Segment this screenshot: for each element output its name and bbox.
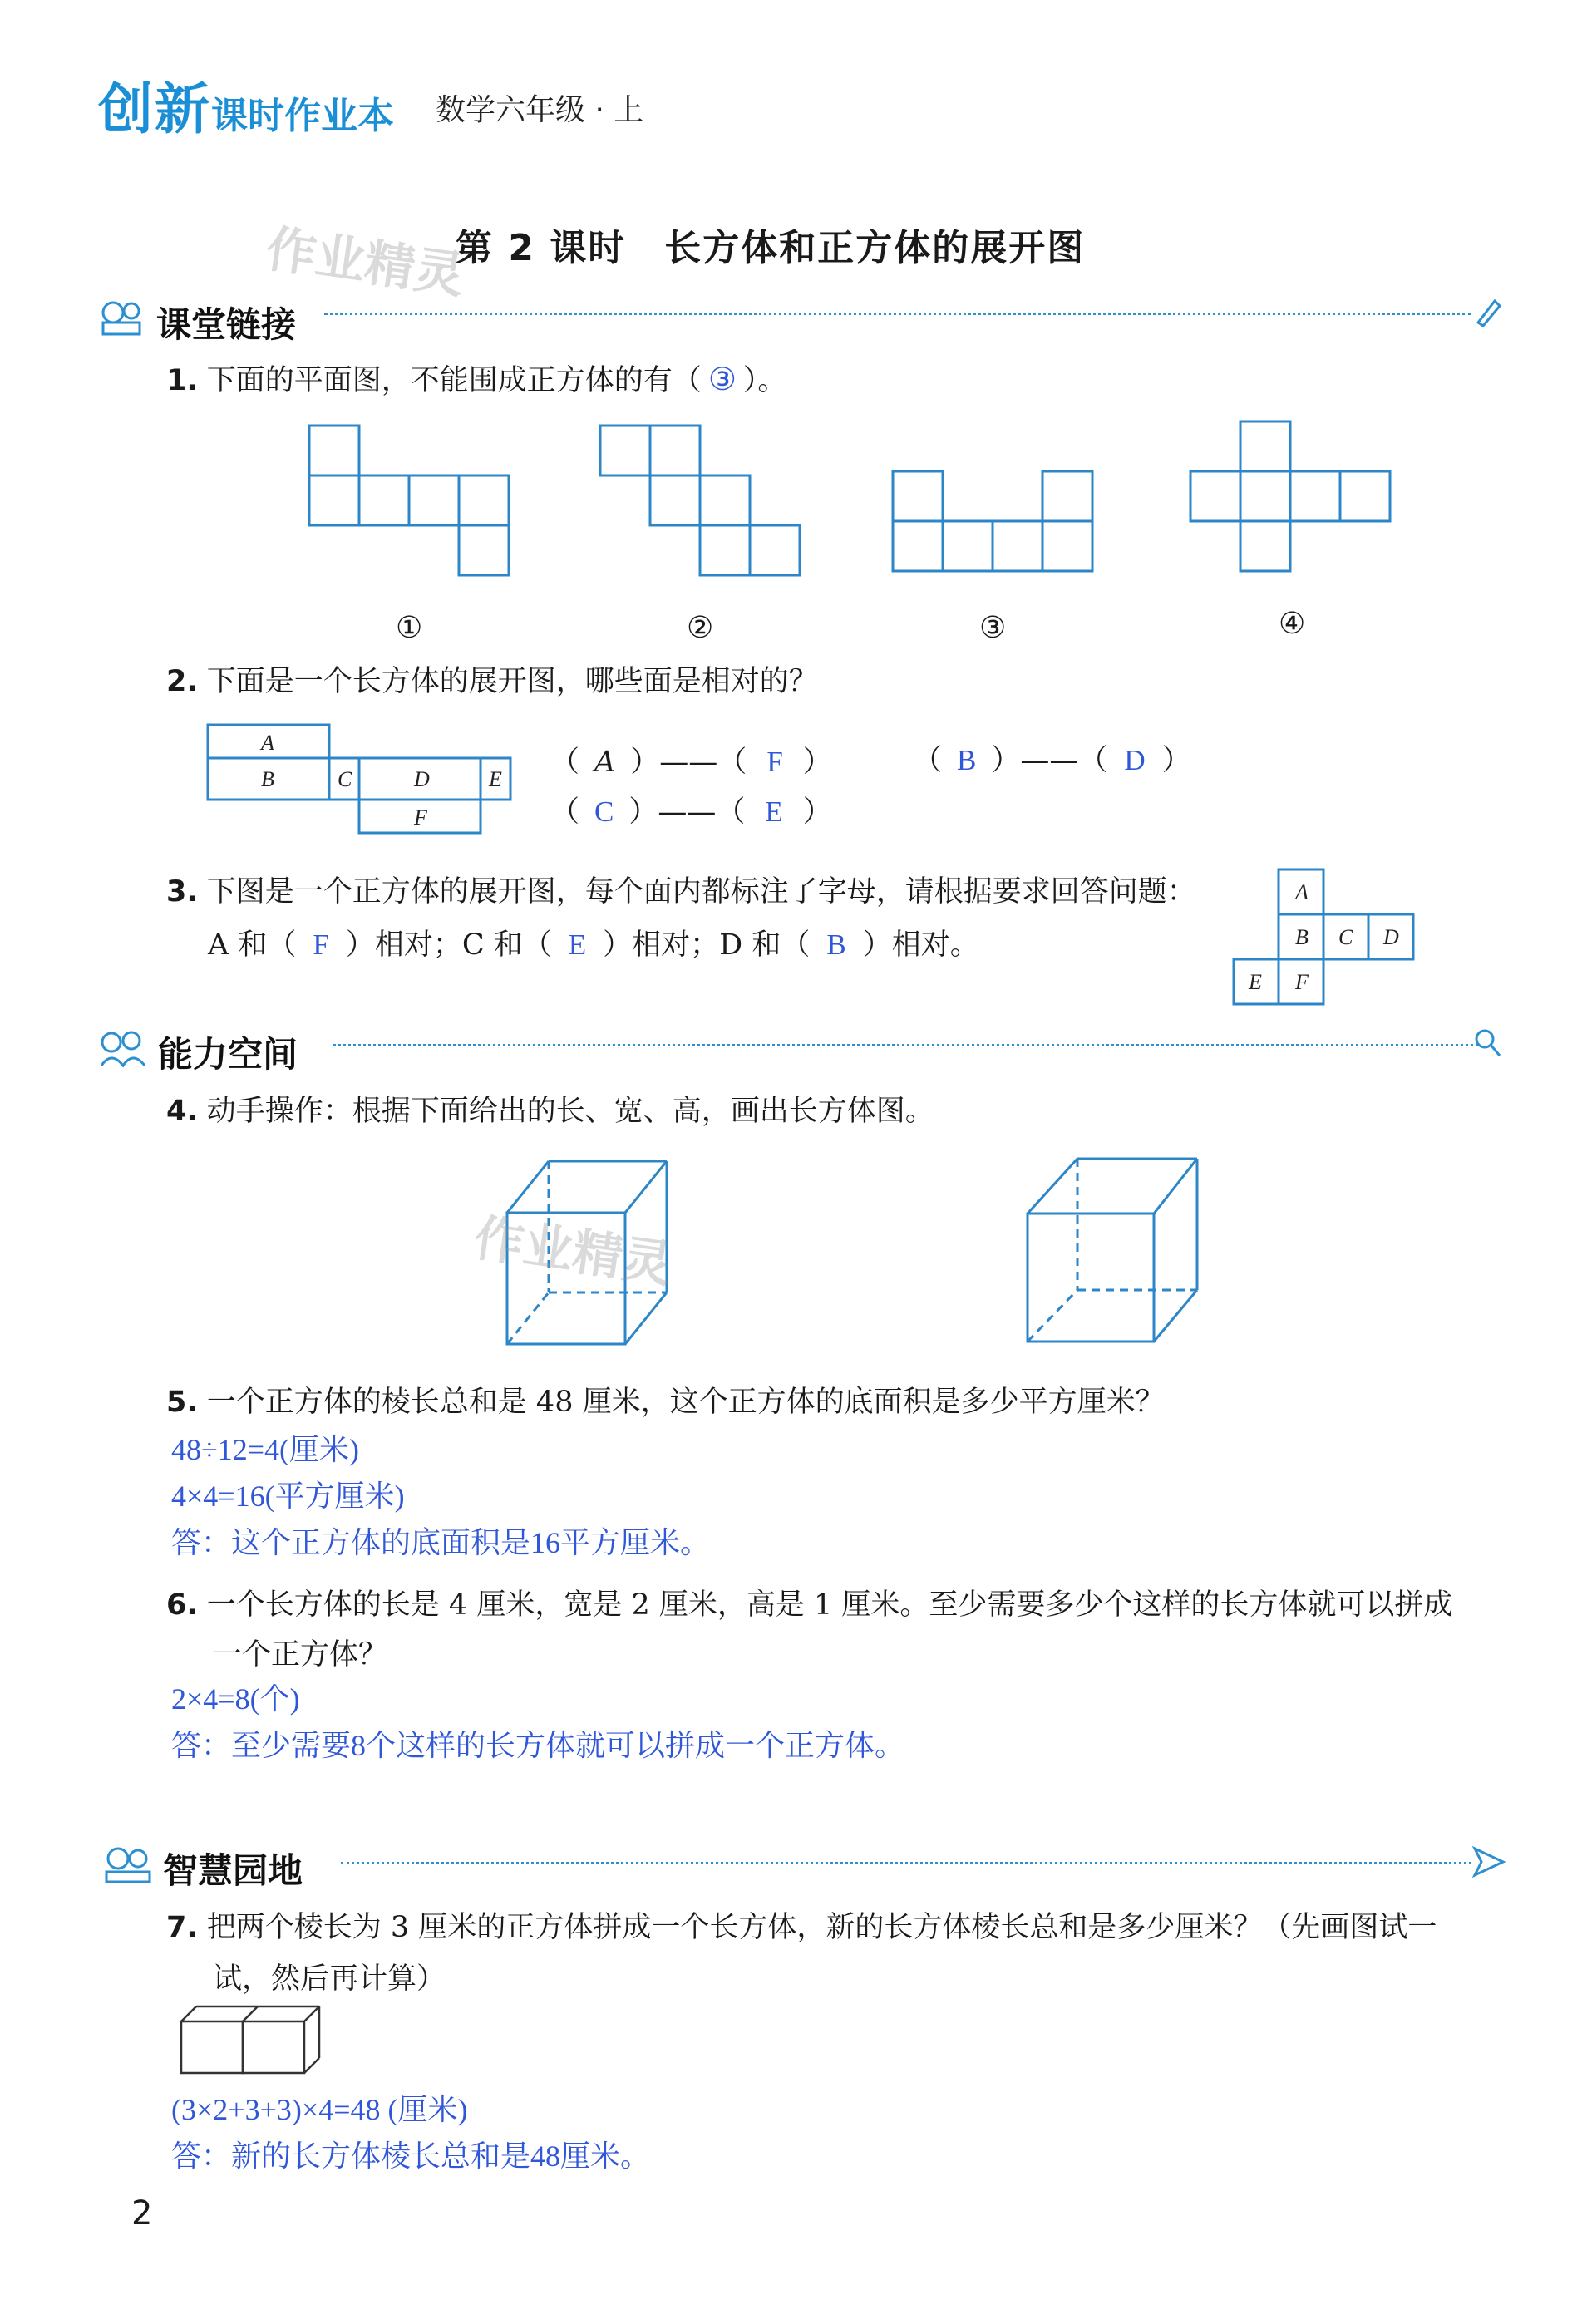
pencil-icon bbox=[1473, 296, 1503, 329]
section-title-2: 能力空间 bbox=[158, 1034, 298, 1075]
watermark: 作业精灵 bbox=[470, 1209, 677, 1295]
question-text: 下面是一个长方体的展开图，哪些面是相对的？ bbox=[206, 665, 818, 698]
section-title-1: 课堂链接 bbox=[156, 304, 297, 345]
pair-right-answer: F bbox=[766, 746, 783, 778]
face-label-C: C bbox=[338, 767, 352, 791]
answer-blank: ③ bbox=[707, 362, 737, 397]
brand-big-text: 创新 bbox=[98, 77, 211, 141]
question-3 bbox=[166, 871, 1196, 913]
section-icon-2 bbox=[98, 1027, 148, 1069]
answer-line: 4×4=16(平方厘米) bbox=[171, 1480, 405, 1513]
section-divider-2 bbox=[333, 1044, 1480, 1046]
magnifier-icon bbox=[1473, 1027, 1503, 1061]
face-label-A: A bbox=[1295, 880, 1309, 904]
pair-left: A bbox=[594, 746, 616, 779]
question-text: 下图是一个正方体的展开图，每个面内都标注了字母，请根据要求回答问题： bbox=[206, 875, 1196, 908]
question-number: 2. bbox=[166, 665, 198, 698]
question-text: 一个正方体的棱长总和是 48 厘米，这个正方体的底面积是多少平方厘米？ bbox=[206, 1386, 1165, 1419]
net-label-2: ② bbox=[687, 611, 714, 645]
net-2 bbox=[599, 424, 806, 582]
pair-2: （ B ）——（ D ） bbox=[913, 744, 1191, 777]
pair-left-answer: C bbox=[594, 795, 614, 828]
question-text: 动手操作：根据下面给出的长、宽、高，画出长方体图。 bbox=[206, 1095, 934, 1128]
question-text: 一个长方体的长是 4 厘米，宽是 2 厘米，高是 1 厘米。至少需要多少个这样的长方体就可以拼成 bbox=[206, 1588, 1453, 1622]
face-label-E: E bbox=[489, 767, 502, 791]
question-number: 4. bbox=[166, 1095, 198, 1128]
pair-right-answer: E bbox=[765, 795, 783, 828]
pair-left-answer: B bbox=[957, 744, 977, 776]
watermark: 作业精灵 bbox=[262, 219, 469, 306]
answer-blank: F bbox=[313, 928, 329, 961]
cube-drawing bbox=[1026, 1157, 1200, 1348]
section-icon-3 bbox=[103, 1844, 153, 1885]
question-number: 3. bbox=[166, 875, 198, 908]
section-divider-3 bbox=[341, 1862, 1471, 1864]
lesson-title: 第 2 课时 长方体和正方体的展开图 bbox=[456, 227, 1086, 269]
brand-logo bbox=[98, 65, 394, 144]
section-title-3: 智慧园地 bbox=[163, 1850, 303, 1891]
net-label-4: ④ bbox=[1279, 607, 1306, 641]
section-icon-1 bbox=[98, 298, 148, 339]
cube-net bbox=[1232, 868, 1415, 1009]
face-label-E: E bbox=[1249, 970, 1262, 994]
face-label-B: B bbox=[1295, 925, 1309, 949]
question-3-blanks bbox=[208, 924, 979, 966]
answer-line: 答：至少需要8个这样的长方体就可以拼成一个正方体。 bbox=[171, 1729, 905, 1762]
question-5 bbox=[166, 1381, 1165, 1423]
net-3 bbox=[891, 470, 1099, 578]
answer-line: 答：新的长方体棱长总和是48厘米。 bbox=[171, 2139, 651, 2173]
two-cubes-drawing bbox=[180, 2003, 321, 2078]
face-label-C: C bbox=[1338, 925, 1353, 949]
answer-line: (3×2+3+3)×4=48 (厘米) bbox=[171, 2093, 468, 2126]
question-6 bbox=[166, 1584, 1452, 1626]
pair-3: （ C ）——（ E ） bbox=[550, 795, 832, 829]
question-number: 5. bbox=[166, 1386, 198, 1419]
question-number: 6. bbox=[166, 1588, 198, 1622]
net-1 bbox=[308, 424, 515, 582]
net-label-3: ③ bbox=[979, 611, 1007, 645]
text-part: ）相对；D 和（ bbox=[603, 928, 811, 962]
pair-right-answer: D bbox=[1124, 744, 1146, 776]
face-label-D: D bbox=[1383, 925, 1399, 949]
answer-blank: E bbox=[568, 928, 587, 961]
face-label-F: F bbox=[414, 805, 427, 830]
brand-small-text: 课时作业本 bbox=[211, 95, 394, 137]
question-7 bbox=[166, 1907, 1437, 1948]
face-label-A: A bbox=[261, 731, 274, 755]
question-7-line2: 试，然后再计算） bbox=[213, 1962, 446, 1996]
question-text: 把两个棱长为 3 厘米的正方体拼成一个长方体，新的长方体棱长总和是多少厘米？（先画图试一 bbox=[206, 1911, 1437, 1944]
answer-line: 2×4=8(个) bbox=[171, 1682, 300, 1716]
face-label-F: F bbox=[1295, 970, 1309, 994]
subject-label: 数学六年级 · 上 bbox=[436, 93, 644, 127]
question-number: 1. bbox=[166, 364, 198, 397]
face-label-B: B bbox=[261, 767, 274, 791]
question-1 bbox=[166, 359, 786, 401]
question-text: 下面的平面图，不能围成正方体的有（ bbox=[206, 364, 702, 397]
paper-plane-icon bbox=[1473, 1845, 1506, 1878]
text-part: ）相对；C 和（ bbox=[345, 928, 552, 962]
answer-line: 48÷12=4(厘米) bbox=[171, 1433, 360, 1466]
text-part: ）相对。 bbox=[862, 928, 979, 962]
text-part: A 和（ bbox=[208, 928, 297, 962]
section-divider-1 bbox=[324, 313, 1471, 315]
question-6-line2: 一个正方体？ bbox=[213, 1638, 388, 1672]
answer-blank: B bbox=[826, 928, 846, 961]
page-number: 2 bbox=[131, 2194, 153, 2233]
net-4 bbox=[1189, 420, 1397, 578]
question-number: 7. bbox=[166, 1911, 198, 1944]
cuboid-net bbox=[206, 723, 522, 848]
question-text-end: ）。 bbox=[742, 364, 787, 397]
question-2 bbox=[166, 661, 818, 702]
face-label-D: D bbox=[414, 767, 430, 791]
question-4 bbox=[166, 1091, 934, 1132]
answer-line: 答：这个正方体的底面积是16平方厘米。 bbox=[171, 1526, 711, 1559]
net-label-1: ① bbox=[396, 611, 423, 645]
pair-1: （ A ）——（ F ） bbox=[550, 746, 832, 779]
